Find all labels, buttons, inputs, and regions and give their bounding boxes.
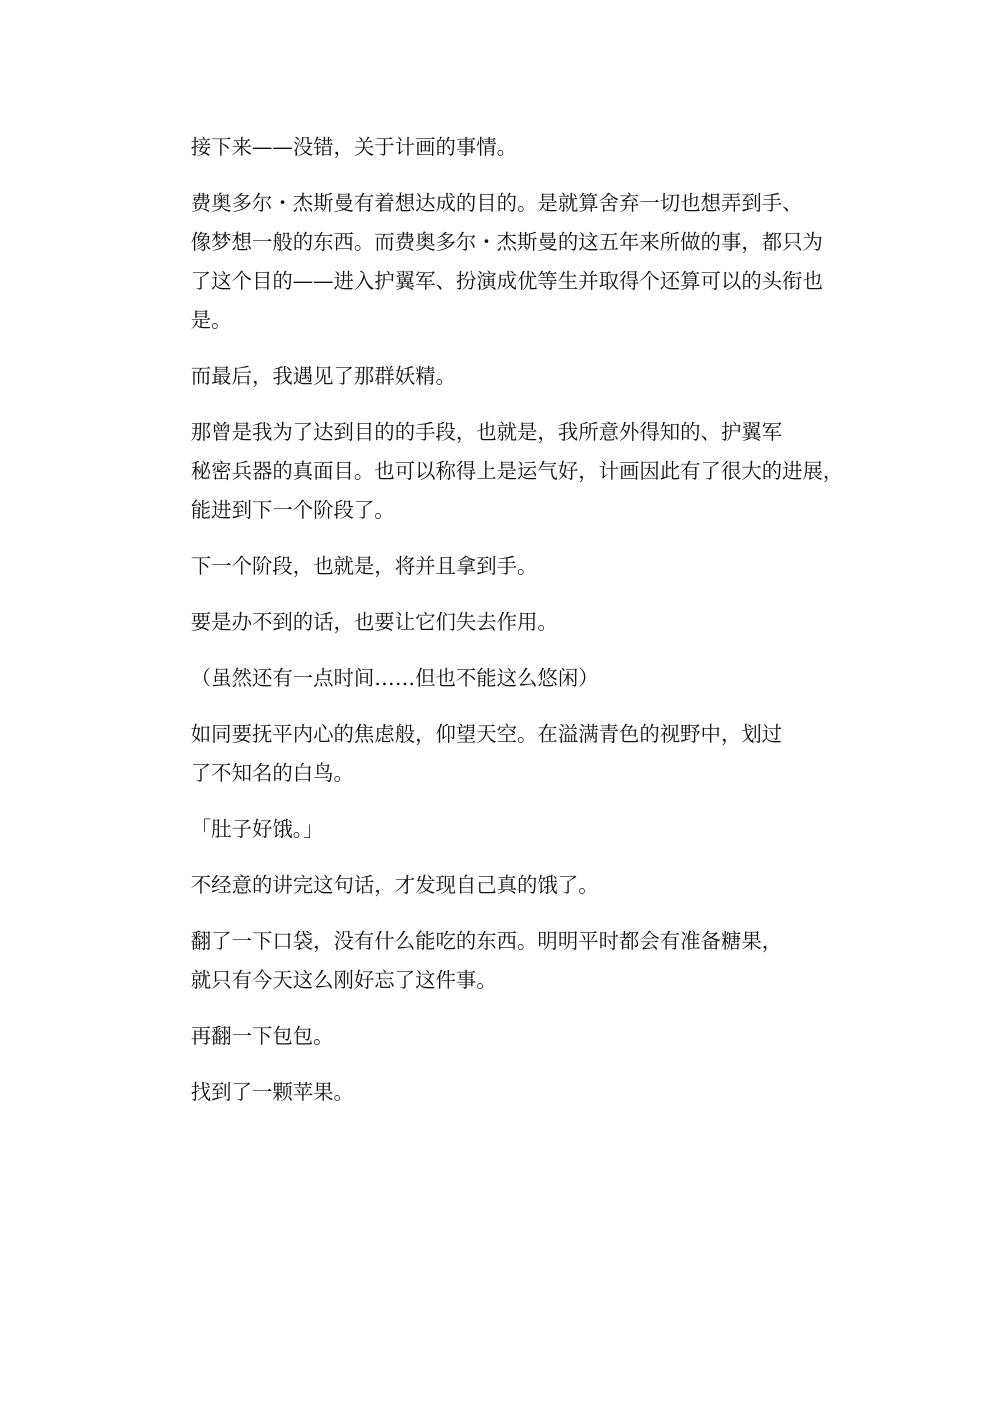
paragraph-4: [150, 413, 850, 530]
text-line: 再翻一下包包。: [190, 1024, 334, 1048]
text-line: 那曾是我为了达到目的的手段，也就是，我所意外得知的、护翼军: [190, 420, 783, 444]
paragraph-9: [150, 810, 850, 849]
paragraph-12: [150, 1017, 850, 1056]
paragraph-7: [150, 659, 850, 698]
text-line: 不经意的讲完这句话，才发现自己真的饿了。: [190, 873, 599, 897]
text-line: 了不知名的白鸟。: [190, 761, 354, 785]
paragraph-6: [150, 603, 850, 642]
text-line: 翻了一下口袋，没有什么能吃的东西。明明平时都会有准备糖果，: [190, 929, 783, 953]
paragraph-11: [150, 922, 850, 1000]
text-line: 找到了一颗苹果。: [190, 1080, 354, 1104]
paragraph-13: [150, 1073, 850, 1112]
text-line: 是。: [190, 308, 232, 332]
text-line: 而最后，我遇见了那群妖精。: [190, 364, 456, 388]
text-line: 能进到下一个阶段了。: [190, 498, 395, 522]
paragraph-8: [150, 715, 850, 793]
text-line: 了这个目的——进入护翼军、扮演成优等生并取得个还算可以的头衔也: [190, 269, 823, 293]
text-line: 下一个阶段，也就是，将并且拿到手。: [190, 554, 538, 578]
text-line: 秘密兵器的真面目。也可以称得上是运气好，计画因此有了很大的进展，: [190, 459, 844, 483]
paragraph-2: [150, 184, 850, 340]
text-line: 要是办不到的话，也要让它们失去作用。: [190, 610, 558, 634]
body-text: [150, 128, 850, 1129]
text-line: 「肚子好饿。」: [190, 817, 324, 841]
text-line: 费奥多尔・杰斯曼有着想达成的目的。是就算舍弃一切也想弄到手、: [190, 191, 803, 215]
text-line: 像梦想一般的东西。而费奥多尔・杰斯曼的这五年来所做的事，都只为: [190, 230, 823, 254]
paragraph-1: [150, 128, 850, 167]
paragraph-5: [150, 547, 850, 586]
text-line: （虽然还有一点时间……但也不能这么悠闲）: [190, 666, 599, 690]
text-line: 接下来——没错，关于计画的事情。: [190, 135, 518, 159]
text-line: 就只有今天这么刚好忘了这件事。: [190, 968, 497, 992]
paragraph-10: [150, 866, 850, 905]
text-line: 如同要抚平内心的焦虑般，仰望天空。在溢满青色的视野中，划过: [190, 722, 783, 746]
paragraph-3: [150, 357, 850, 396]
